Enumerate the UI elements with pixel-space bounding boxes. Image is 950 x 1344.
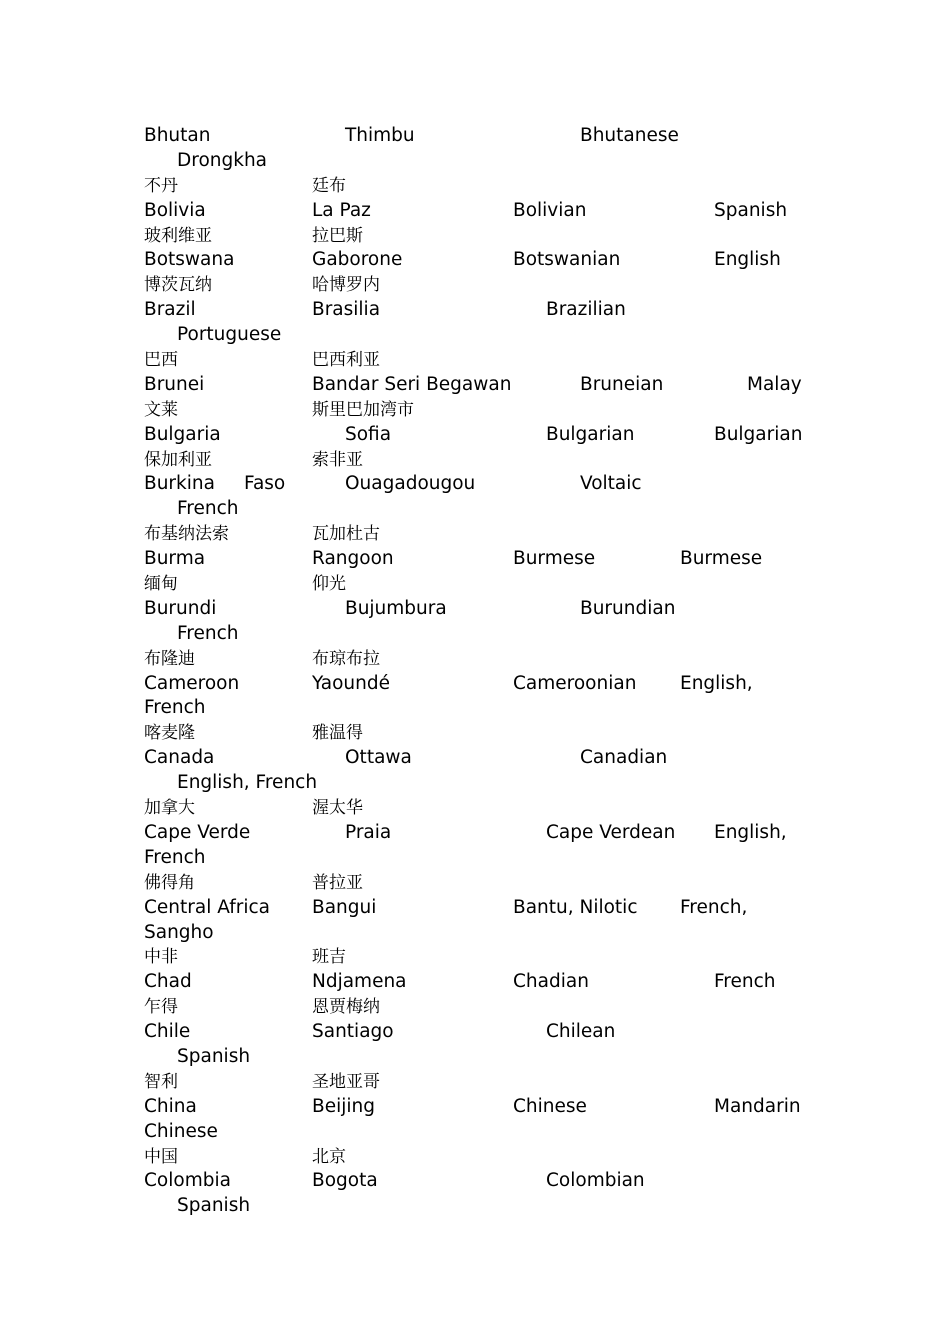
text-cell: 巴西利亚 xyxy=(312,350,380,371)
text-cell: Burmese xyxy=(680,548,763,570)
text-cell: Bantu, Nilotic xyxy=(513,896,638,918)
text-cell: Chad xyxy=(144,971,192,993)
text-cell: Brazil xyxy=(144,299,196,321)
text-cell: Bandar Seri Begawan xyxy=(312,373,512,395)
text-cell: Voltaic xyxy=(580,473,642,495)
english-line xyxy=(0,1169,950,1194)
text-cell: 索非亚 xyxy=(312,449,363,470)
text-cell: French, xyxy=(680,896,748,918)
text-cell: 仰光 xyxy=(312,574,346,595)
text-cell: Burundi xyxy=(144,597,217,619)
english-line xyxy=(0,248,950,273)
text-cell: 班吉 xyxy=(312,947,346,968)
chinese-line xyxy=(0,1145,950,1170)
text-cell: French xyxy=(144,846,206,868)
text-cell: Botswanian xyxy=(513,249,621,271)
text-cell: Faso xyxy=(244,473,286,495)
chinese-line xyxy=(0,522,950,547)
text-cell: 圣地亚哥 xyxy=(312,1071,380,1092)
text-cell: Ouagadougou xyxy=(345,473,476,495)
chinese-line xyxy=(0,348,950,373)
text-cell: Sofia xyxy=(345,423,392,445)
text-cell: 廷布 xyxy=(312,175,346,196)
english-line xyxy=(0,896,950,921)
text-cell: Canadian xyxy=(580,747,668,769)
text-cell: 喀麦隆 xyxy=(144,723,195,744)
text-cell: La Paz xyxy=(312,199,371,221)
text-cell: English, xyxy=(680,672,753,694)
text-cell: Burmese xyxy=(513,548,596,570)
text-cell: 博茨瓦纳 xyxy=(144,275,212,296)
text-cell: Ottawa xyxy=(345,747,412,769)
text-cell: Yaoundé xyxy=(312,672,390,694)
text-cell: Brasilia xyxy=(312,299,381,321)
chinese-line xyxy=(0,224,950,249)
text-cell: 佛得角 xyxy=(144,872,195,893)
text-cell: 玻利维亚 xyxy=(144,225,212,246)
english-line xyxy=(0,597,950,622)
text-cell: Cameroon xyxy=(144,672,240,694)
text-cell: 不丹 xyxy=(144,175,178,196)
chinese-line xyxy=(0,721,950,746)
english-line xyxy=(0,547,950,572)
text-cell: Portuguese xyxy=(177,324,282,346)
text-cell: Brazilian xyxy=(546,299,626,321)
text-cell: Sangho xyxy=(144,921,214,943)
chinese-line xyxy=(0,273,950,298)
text-cell: Bulgarian xyxy=(546,423,635,445)
english-line xyxy=(0,373,950,398)
text-cell: Canada xyxy=(144,747,215,769)
text-cell: Burundian xyxy=(580,597,676,619)
text-cell: Burma xyxy=(144,548,206,570)
text-cell: 恩贾梅纳 xyxy=(312,997,380,1018)
text-cell: Central Africa xyxy=(144,896,271,918)
text-cell: Botswana xyxy=(144,249,235,271)
chinese-line xyxy=(0,174,950,199)
text-cell: Thimbu xyxy=(345,125,415,146)
text-cell: 巴西 xyxy=(144,350,178,371)
english-line xyxy=(0,1194,950,1219)
text-cell: 瓦加杜古 xyxy=(312,524,380,545)
text-cell: 乍得 xyxy=(144,997,178,1018)
text-cell: Beijing xyxy=(312,1095,375,1117)
text-cell: 斯里巴加湾市 xyxy=(312,399,414,420)
text-cell: French xyxy=(177,622,239,644)
english-line xyxy=(0,472,950,497)
text-cell: Brunei xyxy=(144,373,205,395)
text-cell: Rangoon xyxy=(312,548,394,570)
chinese-line xyxy=(0,398,950,423)
english-line xyxy=(0,672,950,697)
text-cell: Bogota xyxy=(312,1170,378,1192)
text-cell: Cape Verdean xyxy=(546,821,676,843)
text-cell: 布琼布拉 xyxy=(312,648,380,669)
english-line xyxy=(0,921,950,946)
text-cell: Bulgaria xyxy=(144,423,221,445)
english-line xyxy=(0,423,950,448)
text-cell: French xyxy=(714,971,776,993)
text-cell: Spanish xyxy=(714,199,788,221)
chinese-line xyxy=(0,1070,950,1095)
chinese-line xyxy=(0,796,950,821)
text-cell: 普拉亚 xyxy=(312,872,363,893)
text-cell: 智利 xyxy=(144,1071,178,1092)
text-cell: Burkina xyxy=(144,473,215,495)
text-cell: Malay xyxy=(747,373,802,395)
text-cell: Chile xyxy=(144,1021,191,1043)
text-cell: Bujumbura xyxy=(345,597,447,619)
text-cell: Chinese xyxy=(144,1120,218,1142)
text-cell: 拉巴斯 xyxy=(312,225,363,246)
text-cell: Colombia xyxy=(144,1170,231,1192)
text-cell: Cape Verde xyxy=(144,821,251,843)
english-line xyxy=(0,771,950,796)
document-body xyxy=(0,124,950,1219)
text-cell: Bulgarian xyxy=(714,423,803,445)
english-line xyxy=(0,696,950,721)
text-cell: Chinese xyxy=(513,1095,587,1117)
english-line xyxy=(0,821,950,846)
english-line xyxy=(0,149,950,174)
english-line xyxy=(0,298,950,323)
text-cell: French xyxy=(177,498,239,520)
text-cell: 渥太华 xyxy=(312,798,363,819)
english-line xyxy=(0,1045,950,1070)
text-cell: 哈博罗内 xyxy=(312,275,380,296)
chinese-line xyxy=(0,448,950,473)
text-cell: 文莱 xyxy=(144,399,178,420)
text-cell: Bruneian xyxy=(580,373,664,395)
text-cell: China xyxy=(144,1095,197,1117)
text-cell: Bolivian xyxy=(513,199,587,221)
text-cell: Chadian xyxy=(513,971,589,993)
text-cell: Ndjamena xyxy=(312,971,407,993)
text-cell: Bhutan xyxy=(144,125,211,146)
english-line xyxy=(0,746,950,771)
text-cell: 北京 xyxy=(312,1146,346,1167)
text-cell: Bhutanese xyxy=(580,125,679,146)
text-cell: 布隆迪 xyxy=(144,648,195,669)
text-cell: Bangui xyxy=(312,896,377,918)
text-cell: French xyxy=(144,697,206,719)
english-line xyxy=(0,970,950,995)
text-cell: Spanish xyxy=(177,1195,251,1217)
chinese-line xyxy=(0,871,950,896)
english-line xyxy=(0,199,950,224)
text-cell: Cameroonian xyxy=(513,672,637,694)
text-cell: 布基纳法索 xyxy=(144,524,229,545)
text-cell: 加拿大 xyxy=(144,798,195,819)
text-cell: 保加利亚 xyxy=(144,449,212,470)
english-line xyxy=(0,846,950,871)
text-cell: English xyxy=(714,249,781,271)
text-cell: Chilean xyxy=(546,1021,616,1043)
english-line xyxy=(0,1020,950,1045)
english-line xyxy=(0,622,950,647)
english-line xyxy=(0,124,950,149)
text-cell: 中非 xyxy=(144,947,178,968)
text-cell: English, xyxy=(714,821,787,843)
english-line xyxy=(0,1095,950,1120)
text-cell: Drongkha xyxy=(177,149,268,171)
chinese-line xyxy=(0,572,950,597)
english-line xyxy=(0,497,950,522)
chinese-line xyxy=(0,647,950,672)
text-cell: Praia xyxy=(345,821,392,843)
text-cell: Mandarin xyxy=(714,1095,801,1117)
chinese-line xyxy=(0,995,950,1020)
text-cell: 缅甸 xyxy=(144,574,178,595)
text-cell: Santiago xyxy=(312,1021,394,1043)
text-cell: Bolivia xyxy=(144,199,206,221)
text-cell: English, French xyxy=(177,772,318,794)
text-cell: Gaborone xyxy=(312,249,403,271)
text-cell: Spanish xyxy=(177,1045,251,1067)
english-line xyxy=(0,323,950,348)
text-cell: Colombian xyxy=(546,1170,645,1192)
english-line xyxy=(0,1120,950,1145)
text-cell: 中国 xyxy=(144,1146,178,1167)
text-cell: 雅温得 xyxy=(312,723,363,744)
chinese-line xyxy=(0,945,950,970)
